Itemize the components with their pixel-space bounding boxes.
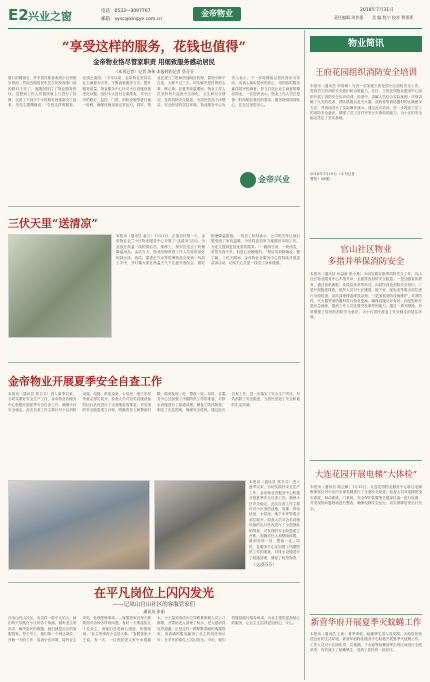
brand-logo <box>240 171 298 189</box>
article-service-staff <box>8 584 300 680</box>
article2-photo <box>8 234 112 338</box>
article3-photo-credit: （文/蔡芬芬） <box>252 562 277 567</box>
article3-title: 金帝物业开展夏季安全自查工作 <box>8 375 162 388</box>
sidebar-column-header <box>310 36 422 52</box>
sidebar-column-header-label: 物业简讯 <box>347 39 384 49</box>
brief1-date: 2018年7月19日（本刊记者 曹阳）06楼） <box>310 172 355 182</box>
lead-byline: （本刊记者）记者 周伟 本报特约记者 蔡芬芬 <box>114 69 194 74</box>
brief1-body: 本报讯（通讯员 李春梅）为进一步加强王府花园小区消防安全工作，提高员工的消防安全意识和自救能力，近日，王府花园物业服务中心组织开展了消防安全知识培训。培训中，讲解人员结合实际案例，详细讲解了火灾的危害、预防措施以及灭火器、消防栓等消防器材的正确使用方法，并现场进行了实际操作演示。通过此次培训，进一步提高了员工的消防安全意识，增强了员工应对突发火灾事故的能力，为小区的安全稳定奠定了坚实基础。 <box>310 84 422 121</box>
section-badge: 金帝物业 <box>193 7 241 21</box>
page-header <box>8 6 422 28</box>
logo-text: 金帝兴业 <box>258 174 290 184</box>
brief2-body: 本报讯（通讯员 孙益甫 张小燕）为切实做好夏季消防安全工作，官山社区物业服务中心多措并举，全面排查消防安全隐患。一是加强宣传教育，通过张贴海报、发放宣传单等形式，向居民普及消防安全知识；二是开展隐患排查，组织人员对小区楼道、地下室、配电室等重点部位进行全面检查，及时清理楼道堆放杂物；三是加强消防设施维护，对消防栓、灭火器等消防器材进行检查更换，确保设施完好有效；四是组织开展应急演练，提高工作人员处置突发事件的能力。通过一系列措施，有效增强了居民的消防安全意识，为小区居民营造了安全稳定的居住环境。 <box>310 272 422 320</box>
brief2-title: 官山社区物业 多措并举保消防安全 <box>327 245 405 267</box>
article3-photo-right <box>154 480 246 570</box>
article3-body: 本报讯（通讯员 蔡芬芬）进入夏季以来，为切实做好安全生产工作，金帝物业各服务中心积极开展夏季安全自查工作，确保小区安全稳定。此次自查工作主要针对小区消防设施、电梯、供电设备、水泵房、地下车库等重点部位展开，检查人员对各类设施设备的运行状况进行了全面细致的排查，对发现的安全隐患建立台账，明确责任人和整改时限，做到发现一处、整改一处。同时，各服务中心还加强了汛期防汛工作的准备，对排水设施进行了疏通清理，储备了防汛物资，制定了应急预案，确保安全度汛。通过此次自查工作，进一步落实了安全生产责任，有效消除了安全隐患，为居民营造了安全和谐的生活环境。 <box>8 392 300 413</box>
article4-body: 在凤山官山社区，有这样一群平凡的人，她们每天穿梭在小区的各个角落，倾听业主的诉求，解决居民的难题，她们就是社区的客服管家。每天早上，她们第一个到达岗位，开始一天的工作：巡查小区环境、接听业主来电、处理报修事项……客服管家们每天都要面对各种各样的问题，有时一天要接待几十位业主，但她们总是耐心细致、热情周到。“业主的事再小也是大事。”客服管家小王说。有一次，一位独居老人家中水管漏水，小王接到电话后立即联系维修人员上门维修，并帮助老人清理了积水，老人感动得连声道谢。正是这样一群默默奉献的客服管家，用真诚的服务赢得了业主的信任和认可，在平凡的岗位上闪闪发光。今后，她们将继续践行服务承诺，为业主提供更加贴心的服务，让业主生活得更加舒心、安心。 <box>8 616 300 642</box>
lead-body: 夏日的晚饭后，许多居民都喜欢到小区里散步纳凉，然而近期居民朱先生却发现家门前的路灯不亮了。他随即拨打了物业服务热线，没想到工作人员很快就上门进行了检修，仅用了不到半个小时路灯就重新亮了起来。朱先生感慨地说：“享受这样的服务，花钱也值得。”今年以来，金帝物业坚持以业主满意为宗旨，不断创新服务方式，提升服务质量。物业服务中心针对小区设施设备老化问题，组织专人进行全面排查，对小区内的路灯、监控、门禁、消防设施等进行逐一检修，确保设施设备正常运行。同时，物业还建立了报修快速响应机制，做到小修不过夜、大修不过三天，切实解决居民的烦心事、揪心事。在夏季高温期间，物业工作人员坚持每天巡查小区绿化、卫生和安全情况，及时消除安全隐患，为居民营造干净整洁、安全舒适的居住环境。物业服务中心负责人表示，下一步将继续以居民需求为导向，用真心换取居民的放心，用细致的服务赢得居民的满意，努力打造让业主满意的精品物业。一位居民表示，物业工作人员总是第一时间响应我们的需求，服务特别周到贴心，住在这里很安心。 <box>8 76 300 108</box>
article3-photo-caption: 本报讯（通讯员 蔡芬芬）进入夏季以来，为切实做好安全生产工作，金帝物业各服务中心积极开展夏季安全自查工作，确保小区安全稳定。此次自查工作主要针对小区消防设施、电梯、供电设备、水泵房、地下车库等重点部位展开，检查人员对各类设施设备的运行状况进行了全面细致的排查，对发现的安全隐患建立台账，明确责任人和整改时限，做到发现一处、整改一处。同时，各服务中心还加强了汛期防汛工作的准备，对排水设施进行了疏通清理，储备了防汛物资， <box>249 480 300 560</box>
article2-title: 三伏天里“送清凉” <box>8 217 98 230</box>
article4-byline: 通讯员 张丽 <box>143 609 165 614</box>
lead-article <box>8 32 300 200</box>
editors: 责任编辑 周作强 <box>334 15 364 20</box>
page-code: E2 <box>8 6 29 24</box>
lead-subhead: 金帝物业恪尽管家职责 用细致服务感动居民 <box>93 59 215 66</box>
article-safety-check <box>8 366 300 578</box>
brief4-title: 新营华府开展夏季灭蚊蝇工作 <box>310 618 422 628</box>
brief3-body: 本报讯（通讯员 路云鹏）7月12日，大连花园物业服务中心联合电梯维保单位对小区内全部电梯进行了全面安全检查。检查人员对电梯的曳引系统、制动系统、门系统、安全保护装置等关键部位逐一进行检测，对发现的问题现场进行整改，确保电梯安全运行，切实保障居民出行安全。 <box>310 485 422 511</box>
article3-photo-left <box>8 480 150 570</box>
proof-staff: 美 编 程宁 校对 费勇勇 <box>372 15 414 20</box>
article4-subtitle: ——记凤山官山社区的客服管家们 <box>112 602 196 608</box>
email: 邮箱：xysc@xingye.com.cn <box>101 17 162 22</box>
issue-date: 2018年7月31日 <box>360 8 394 13</box>
lead-headline: “享受这样的服务，花钱也值得” <box>62 40 246 55</box>
article2-body: 本报讯（通讯员 童立）7月21日，正值初伏第一天，金帝物业金兰小区物业服务中心开展了“送清凉”活动，为奋战在高温一线的保洁员、维修工、保安员送去了防暑降温用品。活动当天，物业经理带领工作人员将准备好的绿豆汤、西瓜、藿香正气水等防暑物品分发到一线员工手中，并叮嘱大家在高温天气下注意劳逸结合，做好防暑降温措施。一线员工纷纷表示，公司的关怀让他们感受到了家的温暖，今后将更加努力地做好本职工作，为业主提供更加优质的服务。“一碗绿豆汤，一块西瓜，虽然东西不多，但是心里暖暖的。”保洁员刘阿姨说。据了解，三伏天期间，金帝物业各服务中心将持续开展送清凉活动，切实关心关爱一线员工身体健康。 <box>116 234 300 266</box>
article4-title: 在平凡岗位上闪闪发光 <box>93 586 214 600</box>
article-cool-summer <box>8 210 300 360</box>
masthead: 兴业之窗 <box>28 10 72 23</box>
phone: 电话：0533—3097767 <box>101 9 151 14</box>
brief1-title: 王府花园组织消防安全培训 <box>314 68 417 78</box>
brief4-body: 本报讯（通讯员 王新）夏季来临，蚊蝇孳生进入高发期。为给居民营造良好的生活环境，新营华府物业服务中心积极开展夏季灭蚊蝇工作。工作人员对小区绿化带、垃圾桶、下水道等蚊蝇易孳生的区域进行全面消杀，有效减少了蚊蝇孳生，受到了居民的一致好评。 <box>310 632 422 653</box>
logo-mark-icon <box>240 172 256 188</box>
brief3-title: 大连花园开展电梯“大体检” <box>314 470 418 480</box>
